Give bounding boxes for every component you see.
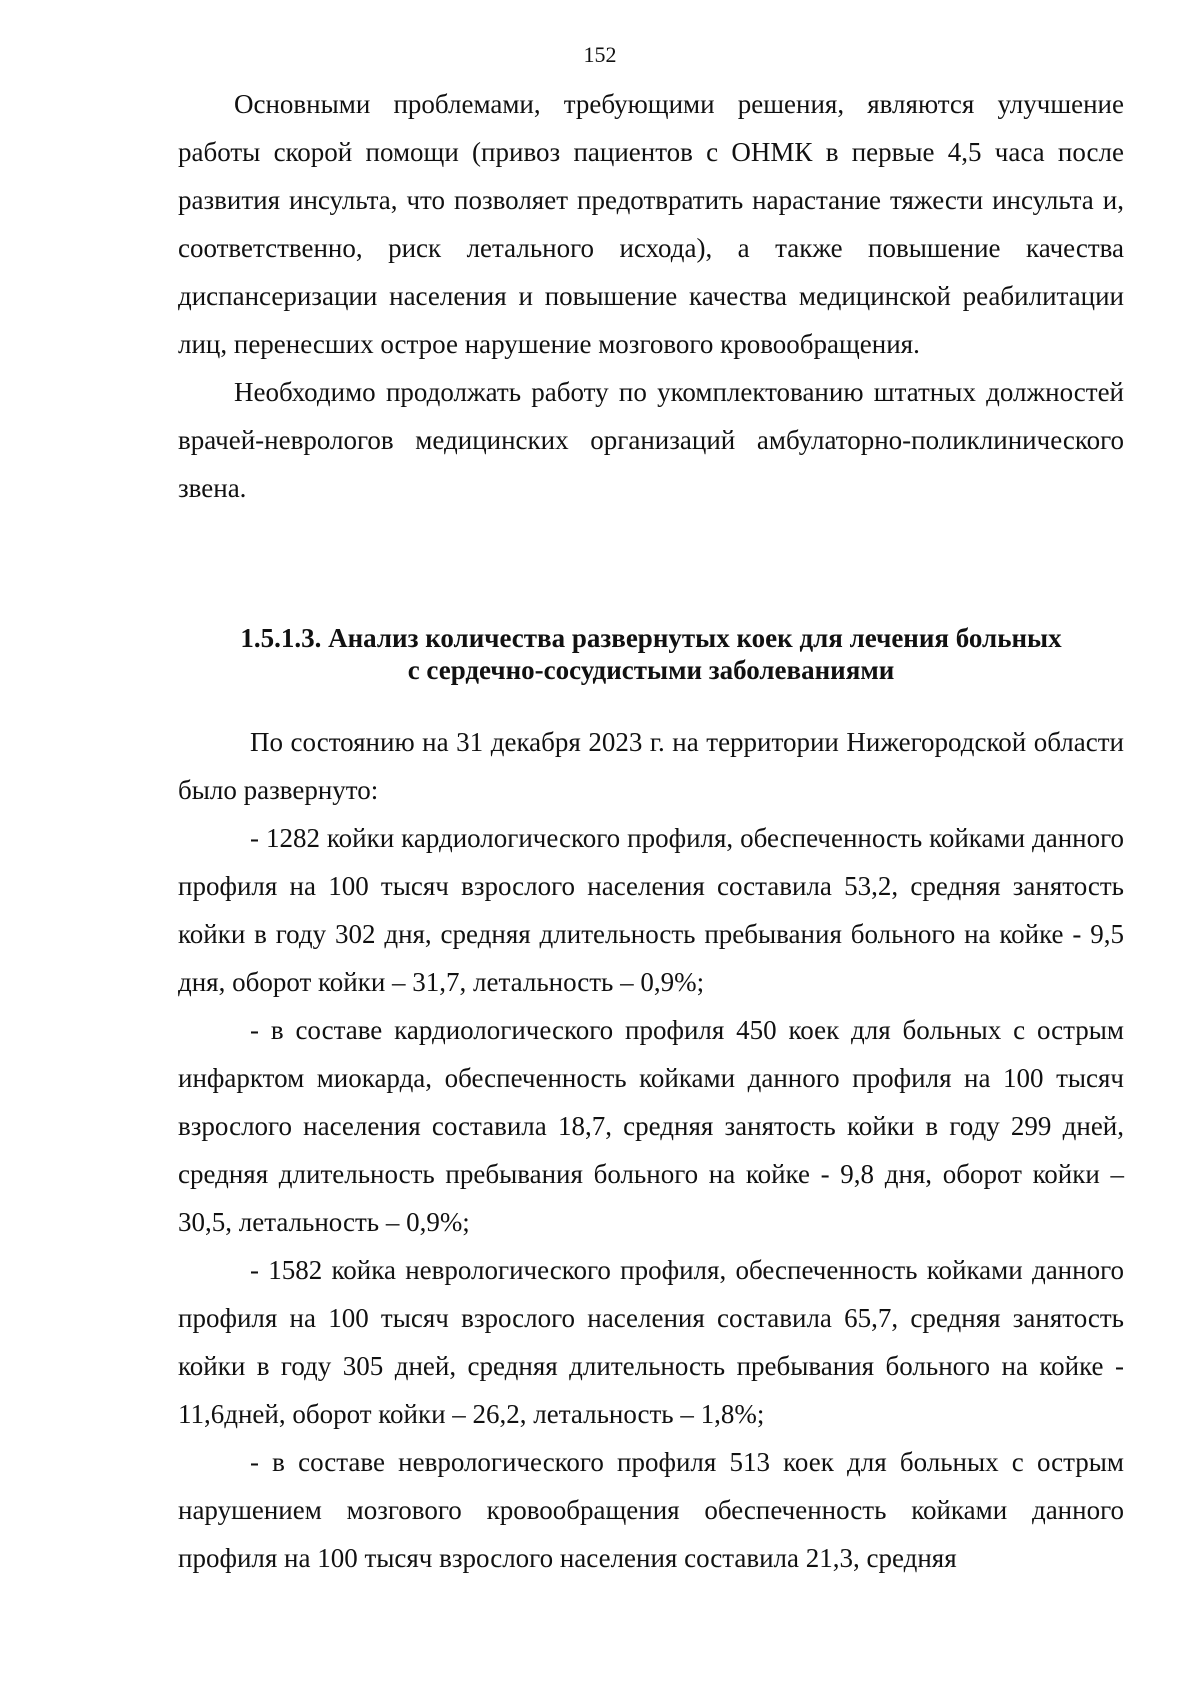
paragraph-problems: Основными проблемами, требующими решения, являются улучшение работы скорой помощи (привоз пациентов с ОНМК в первые 4,5 часа после развития инсульта, что позволяет предотвратить нарастание тяжести инсульта и, соответственно, риск летального исхода), а также повышение качества диспансеризации населения и повышение качества медицинской реабилитации лиц, перенесших острое нарушение мозгового кровообращения. (178, 89, 1124, 359)
section-text-block (178, 718, 1124, 1582)
section-heading-line-1: 1.5.1.3. Анализ количества развернутых коек для лечения больных (240, 623, 1062, 653)
section-heading-line-2: с сердечно-сосудистыми заболеваниями (407, 655, 895, 685)
intro-text-block (178, 80, 1124, 512)
page-number: 152 (583, 42, 617, 67)
section-heading (178, 622, 1124, 686)
list-item: - 1282 койки кардиологического профиля, обеспеченность койками данного профиля на 100 тысяч взрослого населения составила 53,2, средняя занятость койки в году 302 дня, средняя длительность пребывания больного на койке - 9,5 дня, оборот койки – 31,7, летальность – 0,9%; (178, 823, 1124, 997)
list-item: - 1582 койка неврологического профиля, обеспеченность койками данного профиля на 100 тысяч взрослого населения составила 65,7, средняя занятость койки в году 305 дней, средняя длительность пребывания больного на койке - 11,6дней, оборот койки – 26,2, летальность – 1,8%; (178, 1255, 1124, 1429)
paragraph-lead: По состоянию на 31 декабря 2023 г. на территории Нижегородской области было развернуто: (178, 727, 1124, 805)
paragraph-staffing: Необходимо продолжать работу по укомплектованию штатных должностей врачей-неврологов медицинских организаций амбулаторно-поликлинического звена. (178, 377, 1124, 503)
list-item: - в составе неврологического профиля 513 коек для больных с острым нарушением мозгового кровообращения обеспеченность койками данного профиля на 100 тысяч взрослого населения составила 21,3, средняя (178, 1447, 1124, 1573)
list-item: - в составе кардиологического профиля 450 коек для больных с острым инфарктом миокарда, обеспеченность койками данного профиля на 100 тысяч взрослого населения составила 18,7, средняя занятость койки в году 299 дней, средняя длительность пребывания больного на койке - 9,8 дня, оборот койки – 30,5, летальность – 0,9%; (178, 1015, 1124, 1237)
